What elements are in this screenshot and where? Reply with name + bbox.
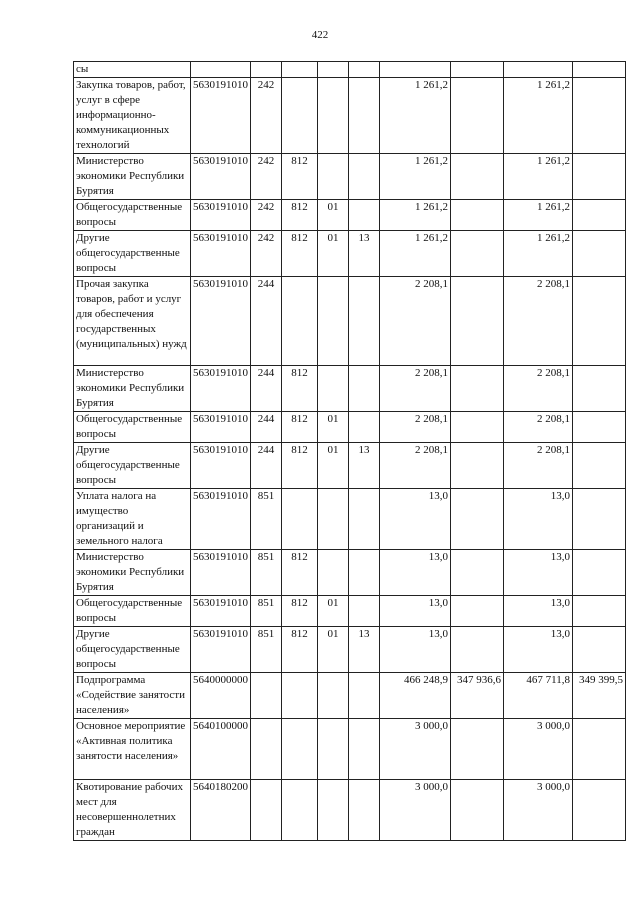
subsection-code-cell xyxy=(349,154,380,200)
amount-year1-cell xyxy=(380,62,451,78)
amount-year2-cell: 3 000,0 xyxy=(504,719,573,780)
amount-year2-federal-cell xyxy=(573,200,626,231)
amount-year2-federal-cell xyxy=(573,62,626,78)
expense-type-cell: 851 xyxy=(251,489,282,550)
subsection-code-cell xyxy=(349,673,380,719)
expense-type-cell: 244 xyxy=(251,443,282,489)
amount-year1-federal-cell xyxy=(451,200,504,231)
section-code-cell: 01 xyxy=(318,596,349,627)
row-name-cell: Другие общегосударственные вопросы xyxy=(74,443,191,489)
amount-year1-federal-cell xyxy=(451,489,504,550)
amount-year1-federal-cell xyxy=(451,719,504,780)
table-row xyxy=(74,277,626,366)
section-code-cell xyxy=(318,154,349,200)
budget-table xyxy=(73,61,626,841)
amount-year2-federal-cell xyxy=(573,231,626,277)
target-code-cell: 5630191010 xyxy=(191,550,251,596)
expense-type-cell xyxy=(251,780,282,841)
amount-year2-cell: 467 711,8 xyxy=(504,673,573,719)
row-name-cell: Министерство экономики Республики Бурятия xyxy=(74,154,191,200)
expense-type-cell: 244 xyxy=(251,277,282,366)
expense-type-cell: 242 xyxy=(251,78,282,154)
amount-year2-cell: 2 208,1 xyxy=(504,366,573,412)
ministry-code-cell xyxy=(282,489,318,550)
amount-year2-cell: 13,0 xyxy=(504,596,573,627)
row-name-cell: Уплата налога на имущество организаций и земельного налога xyxy=(74,489,191,550)
amount-year2-federal-cell xyxy=(573,443,626,489)
target-code-cell: 5630191010 xyxy=(191,443,251,489)
amount-year1-cell: 2 208,1 xyxy=(380,412,451,443)
amount-year2-cell: 2 208,1 xyxy=(504,277,573,366)
row-name-cell: Министерство экономики Республики Бурятия xyxy=(74,366,191,412)
ministry-code-cell: 812 xyxy=(282,366,318,412)
row-name-cell: Общегосударственные вопросы xyxy=(74,412,191,443)
expense-type-cell xyxy=(251,62,282,78)
ministry-code-cell: 812 xyxy=(282,596,318,627)
ministry-code-cell: 812 xyxy=(282,443,318,489)
table-row xyxy=(74,412,626,443)
table-row xyxy=(74,719,626,780)
amount-year1-cell: 1 261,2 xyxy=(380,154,451,200)
amount-year2-federal-cell: 349 399,5 xyxy=(573,673,626,719)
target-code-cell: 5630191010 xyxy=(191,489,251,550)
table-row xyxy=(74,62,626,78)
ministry-code-cell: 812 xyxy=(282,154,318,200)
subsection-code-cell xyxy=(349,366,380,412)
amount-year1-cell: 2 208,1 xyxy=(380,443,451,489)
amount-year2-federal-cell xyxy=(573,366,626,412)
section-code-cell: 01 xyxy=(318,231,349,277)
subsection-code-cell: 13 xyxy=(349,231,380,277)
table-row xyxy=(74,627,626,673)
section-code-cell xyxy=(318,78,349,154)
subsection-code-cell xyxy=(349,550,380,596)
amount-year1-federal-cell xyxy=(451,78,504,154)
amount-year2-cell: 3 000,0 xyxy=(504,780,573,841)
amount-year1-federal-cell xyxy=(451,780,504,841)
target-code-cell: 5630191010 xyxy=(191,154,251,200)
amount-year2-federal-cell xyxy=(573,489,626,550)
amount-year1-federal-cell xyxy=(451,277,504,366)
amount-year1-cell: 3 000,0 xyxy=(380,719,451,780)
ministry-code-cell xyxy=(282,780,318,841)
ministry-code-cell xyxy=(282,673,318,719)
section-code-cell: 01 xyxy=(318,200,349,231)
amount-year2-federal-cell xyxy=(573,780,626,841)
amount-year1-cell: 1 261,2 xyxy=(380,231,451,277)
subsection-code-cell: 13 xyxy=(349,627,380,673)
subsection-code-cell xyxy=(349,200,380,231)
amount-year2-cell: 13,0 xyxy=(504,550,573,596)
expense-type-cell: 242 xyxy=(251,154,282,200)
table-row xyxy=(74,550,626,596)
ministry-code-cell: 812 xyxy=(282,550,318,596)
expense-type-cell: 851 xyxy=(251,550,282,596)
row-name-cell: Подпрограмма «Содействие занятости населения» xyxy=(74,673,191,719)
amount-year2-federal-cell xyxy=(573,412,626,443)
target-code-cell: 5630191010 xyxy=(191,200,251,231)
amount-year2-cell: 1 261,2 xyxy=(504,78,573,154)
amount-year1-federal-cell xyxy=(451,627,504,673)
amount-year1-federal-cell xyxy=(451,596,504,627)
amount-year1-federal-cell xyxy=(451,62,504,78)
section-code-cell xyxy=(318,719,349,780)
amount-year2-federal-cell xyxy=(573,550,626,596)
table-row xyxy=(74,200,626,231)
table-body xyxy=(74,62,626,841)
subsection-code-cell xyxy=(349,78,380,154)
amount-year1-federal-cell xyxy=(451,550,504,596)
subsection-code-cell xyxy=(349,277,380,366)
row-name-cell: Прочая закупка товаров, работ и услуг для обеспечения государственных (муниципальных) нужд xyxy=(74,277,191,366)
ministry-code-cell: 812 xyxy=(282,200,318,231)
amount-year1-cell: 13,0 xyxy=(380,550,451,596)
amount-year1-cell: 3 000,0 xyxy=(380,780,451,841)
target-code-cell: 5640100000 xyxy=(191,719,251,780)
amount-year2-federal-cell xyxy=(573,277,626,366)
row-name-cell: Общегосударственные вопросы xyxy=(74,200,191,231)
subsection-code-cell xyxy=(349,62,380,78)
target-code-cell: 5630191010 xyxy=(191,627,251,673)
ministry-code-cell: 812 xyxy=(282,627,318,673)
row-name-cell: Другие общегосударственные вопросы xyxy=(74,231,191,277)
amount-year1-cell: 2 208,1 xyxy=(380,366,451,412)
expense-type-cell: 244 xyxy=(251,366,282,412)
amount-year2-cell: 1 261,2 xyxy=(504,154,573,200)
row-name-cell: Закупка товаров, работ, услуг в сфере информационно-коммуникационных технологий xyxy=(74,78,191,154)
amount-year2-cell: 1 261,2 xyxy=(504,231,573,277)
ministry-code-cell xyxy=(282,62,318,78)
amount-year1-federal-cell xyxy=(451,231,504,277)
section-code-cell xyxy=(318,489,349,550)
amount-year1-federal-cell xyxy=(451,154,504,200)
target-code-cell: 5640180200 xyxy=(191,780,251,841)
row-name-cell: Общегосударственные вопросы xyxy=(74,596,191,627)
section-code-cell xyxy=(318,366,349,412)
table-row xyxy=(74,78,626,154)
expense-type-cell: 851 xyxy=(251,627,282,673)
table-row xyxy=(74,154,626,200)
subsection-code-cell xyxy=(349,719,380,780)
page-number: 422 xyxy=(311,29,329,41)
amount-year2-cell: 2 208,1 xyxy=(504,443,573,489)
row-name-cell: Другие общегосударственные вопросы xyxy=(74,627,191,673)
row-name-cell: Квотирование рабочих мест для несовершеннолетних граждан xyxy=(74,780,191,841)
table-row xyxy=(74,231,626,277)
amount-year1-cell: 1 261,2 xyxy=(380,78,451,154)
target-code-cell xyxy=(191,62,251,78)
target-code-cell: 5630191010 xyxy=(191,412,251,443)
amount-year2-cell: 13,0 xyxy=(504,627,573,673)
target-code-cell: 5630191010 xyxy=(191,231,251,277)
amount-year1-federal-cell: 347 936,6 xyxy=(451,673,504,719)
expense-type-cell: 851 xyxy=(251,596,282,627)
section-code-cell xyxy=(318,673,349,719)
target-code-cell: 5640000000 xyxy=(191,673,251,719)
subsection-code-cell xyxy=(349,596,380,627)
ministry-code-cell xyxy=(282,277,318,366)
row-name-cell: сы xyxy=(74,62,191,78)
section-code-cell xyxy=(318,277,349,366)
table-row xyxy=(74,596,626,627)
amount-year2-federal-cell xyxy=(573,154,626,200)
section-code-cell xyxy=(318,550,349,596)
amount-year2-federal-cell xyxy=(573,78,626,154)
amount-year1-federal-cell xyxy=(451,443,504,489)
subsection-code-cell: 13 xyxy=(349,443,380,489)
amount-year1-cell: 466 248,9 xyxy=(380,673,451,719)
table-row xyxy=(74,366,626,412)
amount-year1-cell: 13,0 xyxy=(380,627,451,673)
target-code-cell: 5630191010 xyxy=(191,366,251,412)
section-code-cell xyxy=(318,780,349,841)
amount-year2-cell xyxy=(504,62,573,78)
ministry-code-cell xyxy=(282,719,318,780)
target-code-cell: 5630191010 xyxy=(191,277,251,366)
amount-year2-cell: 1 261,2 xyxy=(504,200,573,231)
ministry-code-cell: 812 xyxy=(282,412,318,443)
table-row xyxy=(74,443,626,489)
section-code-cell: 01 xyxy=(318,627,349,673)
amount-year1-cell: 13,0 xyxy=(380,489,451,550)
amount-year1-cell: 13,0 xyxy=(380,596,451,627)
amount-year2-cell: 13,0 xyxy=(504,489,573,550)
subsection-code-cell xyxy=(349,780,380,841)
row-name-cell: Министерство экономики Республики Бурятия xyxy=(74,550,191,596)
target-code-cell: 5630191010 xyxy=(191,78,251,154)
amount-year2-cell: 2 208,1 xyxy=(504,412,573,443)
section-code-cell: 01 xyxy=(318,412,349,443)
amount-year1-federal-cell xyxy=(451,412,504,443)
row-name-cell: Основное мероприятие «Активная политика занятости населения» xyxy=(74,719,191,780)
amount-year1-cell: 2 208,1 xyxy=(380,277,451,366)
table-row xyxy=(74,489,626,550)
amount-year1-federal-cell xyxy=(451,366,504,412)
target-code-cell: 5630191010 xyxy=(191,596,251,627)
amount-year2-federal-cell xyxy=(573,627,626,673)
expense-type-cell: 242 xyxy=(251,200,282,231)
amount-year2-federal-cell xyxy=(573,596,626,627)
subsection-code-cell xyxy=(349,489,380,550)
expense-type-cell: 242 xyxy=(251,231,282,277)
table-row xyxy=(74,780,626,841)
section-code-cell xyxy=(318,62,349,78)
ministry-code-cell: 812 xyxy=(282,231,318,277)
subsection-code-cell xyxy=(349,412,380,443)
expense-type-cell xyxy=(251,719,282,780)
expense-type-cell xyxy=(251,673,282,719)
ministry-code-cell xyxy=(282,78,318,154)
section-code-cell: 01 xyxy=(318,443,349,489)
amount-year1-cell: 1 261,2 xyxy=(380,200,451,231)
expense-type-cell: 244 xyxy=(251,412,282,443)
amount-year2-federal-cell xyxy=(573,719,626,780)
table-row xyxy=(74,673,626,719)
